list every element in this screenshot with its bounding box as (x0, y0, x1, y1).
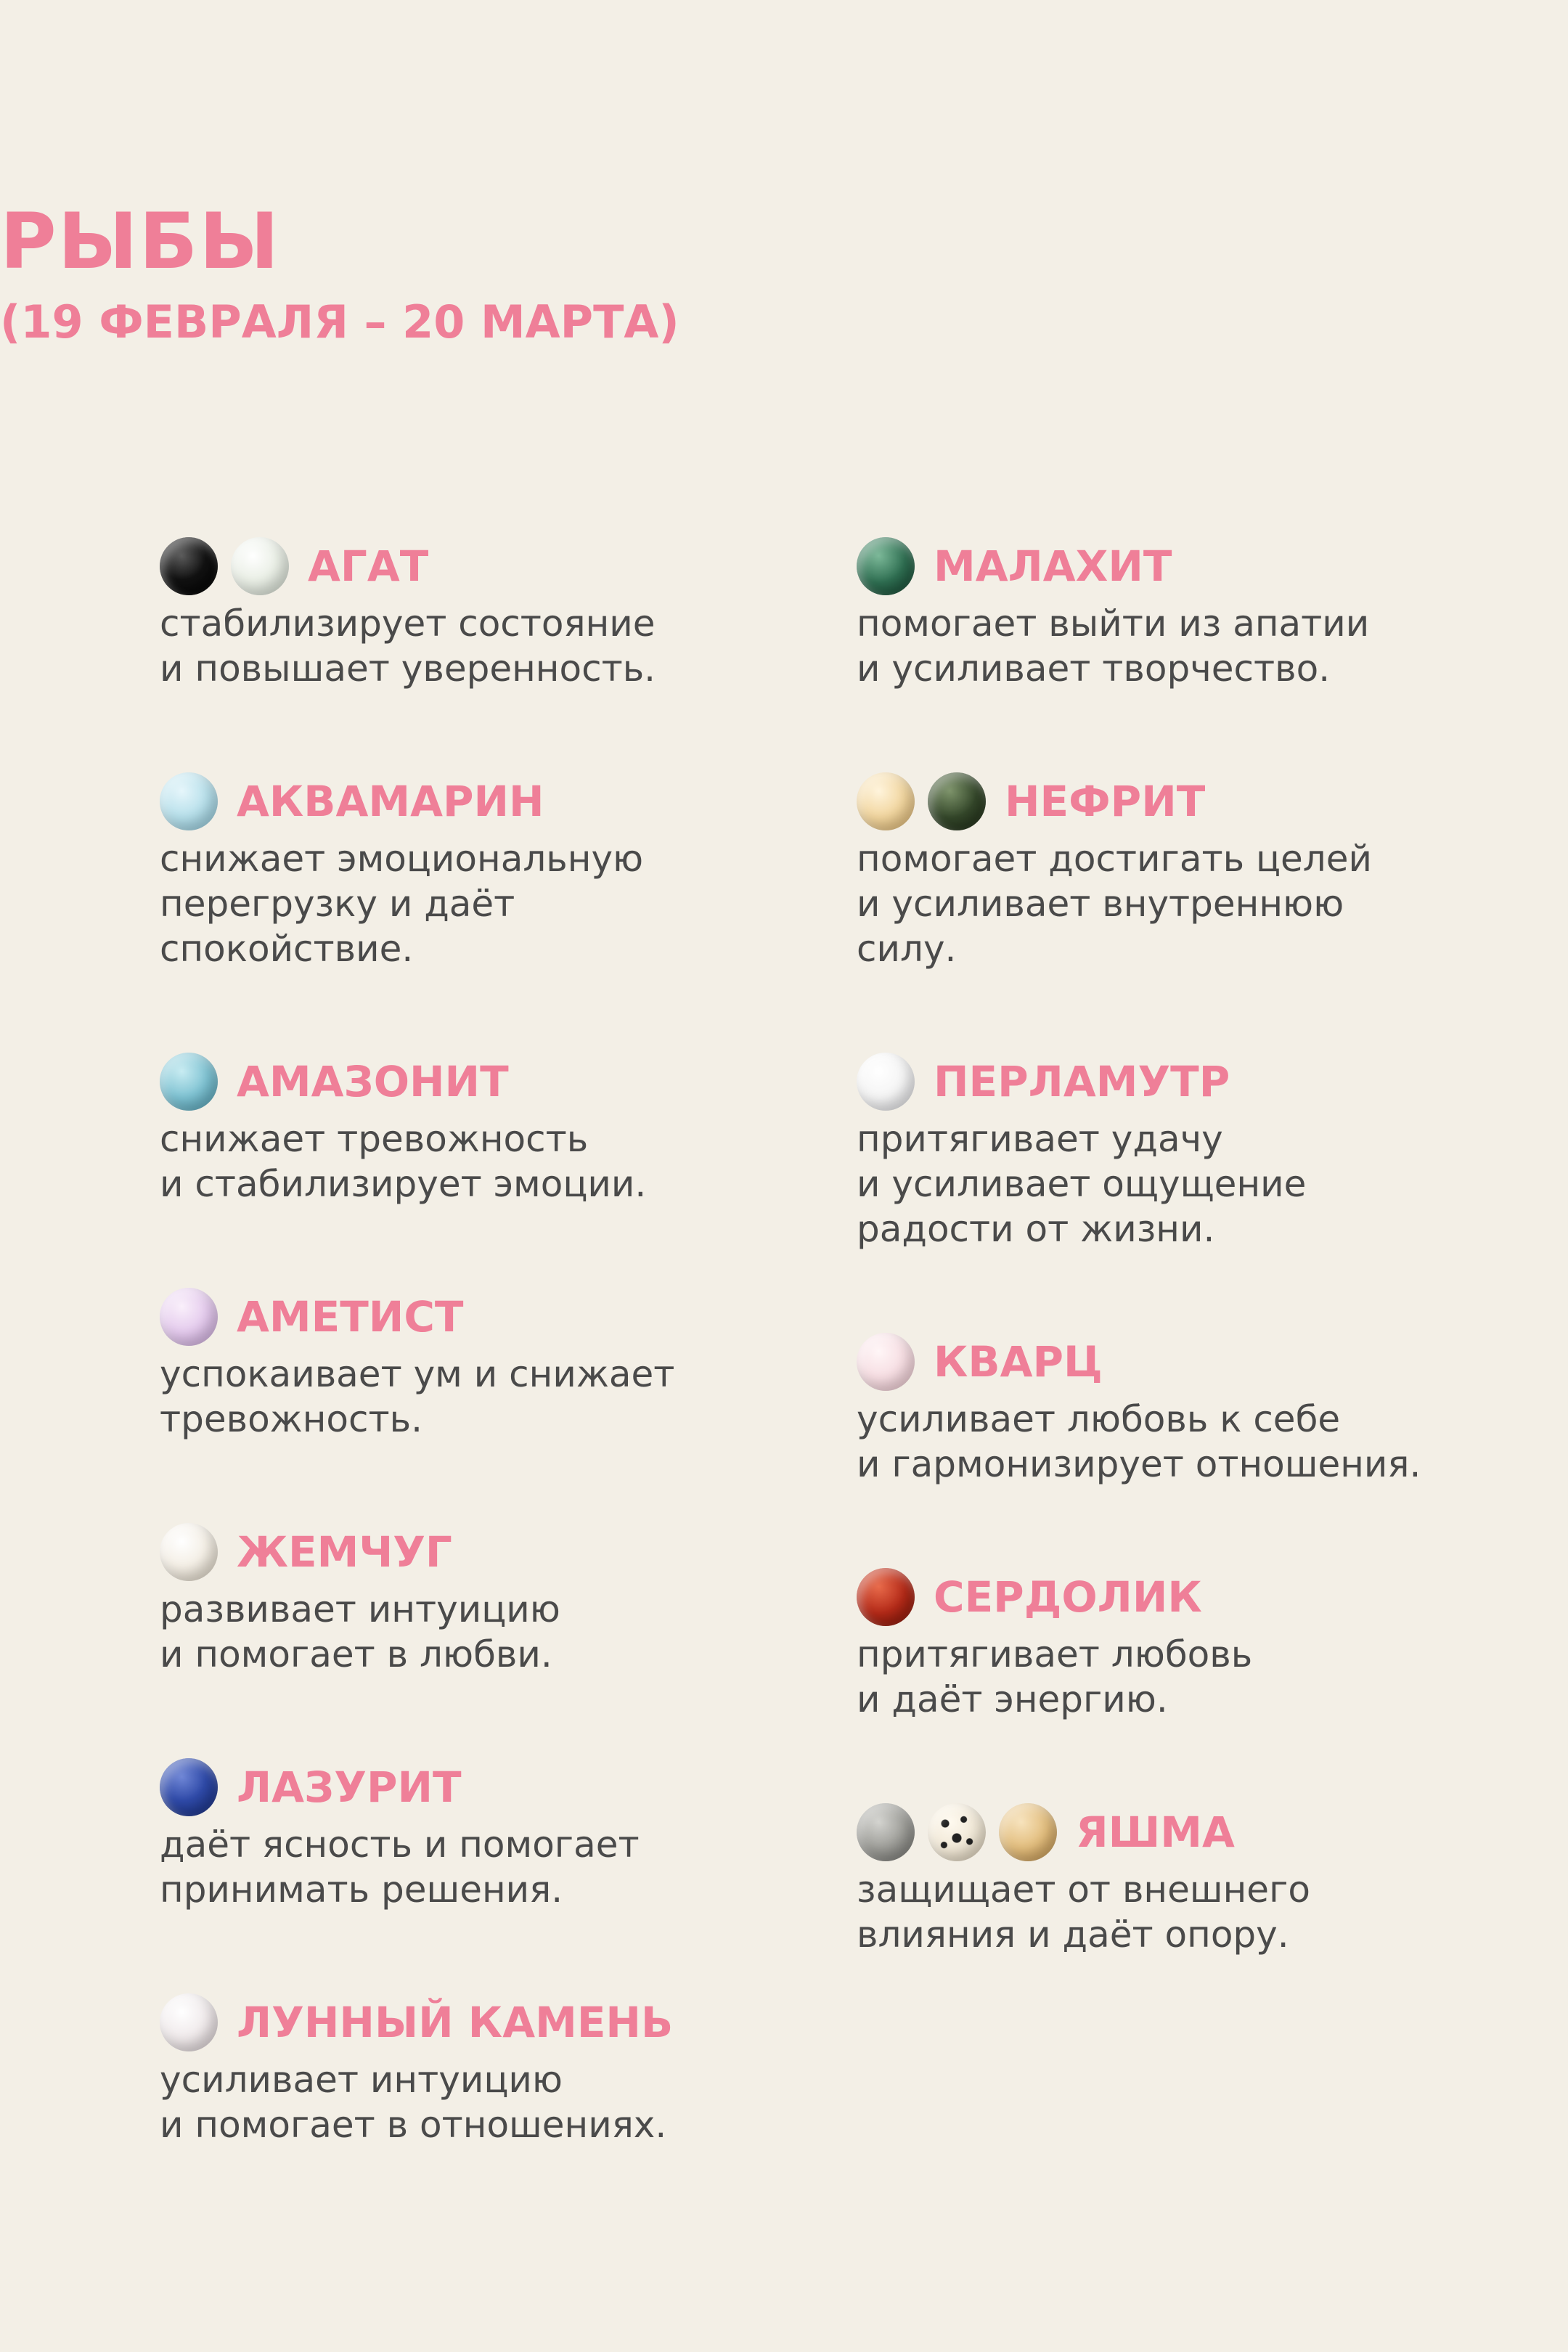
stone-description: притягивает любовь и даёт энергию. (857, 1633, 1253, 1720)
amazonite-icon (160, 1053, 218, 1111)
stone-item-jasper (857, 1802, 1495, 1957)
stone-description: усиливает интуицию и помогает в отношениях. (160, 2059, 667, 2146)
stone-item-quartz (857, 1331, 1495, 1487)
stone-name: ЯШМА (1076, 1808, 1235, 1857)
stone-item-pearl (160, 1522, 799, 1677)
moonstone-icon (160, 1993, 218, 2051)
jasper-grey-icon (857, 1803, 915, 1861)
stone-name: КВАРЦ (934, 1337, 1103, 1387)
jade-light-icon (857, 772, 915, 830)
stone-name: ПЕРЛАМУТР (934, 1057, 1230, 1106)
pearl-icon (160, 1523, 218, 1581)
stone-description: стабилизирует состояние и повышает уверенность. (160, 603, 656, 690)
stone-name: ЖЕМЧУГ (237, 1527, 452, 1577)
lapis-icon (160, 1758, 218, 1816)
stone-description: развивает интуицию и помогает в любви. (160, 1588, 560, 1675)
stone-item-malachite (857, 536, 1495, 691)
date-range: (19 ФЕВРАЛЯ – 20 МАРТА) (0, 295, 679, 348)
mother-of-pearl-icon (857, 1053, 915, 1111)
stone-item-amethyst (160, 1286, 799, 1442)
jasper-dalmatian-icon (928, 1803, 986, 1861)
black-agate-icon (160, 537, 218, 595)
amethyst-icon (160, 1288, 218, 1346)
stone-description: притягивает удачу и усиливает ощущение радости от жизни. (857, 1118, 1307, 1250)
page-title: РЫБЫ (0, 197, 281, 286)
carnelian-icon (857, 1568, 915, 1626)
stone-description: даёт ясность и помогает принимать решения. (160, 1824, 640, 1911)
stone-name: ЛУННЫЙ КАМЕНЬ (237, 1998, 674, 2047)
jasper-yellow-icon (999, 1803, 1057, 1861)
stone-description: усиливает любовь к себе и гармонизирует отношения. (857, 1398, 1421, 1485)
stone-description: помогает выйти из апатии и усиливает творчество. (857, 603, 1370, 690)
stone-name: АМАЗОНИТ (237, 1057, 509, 1106)
stone-description: снижает эмоциональную перегрузку и даёт спокойствие. (160, 838, 644, 970)
stone-description: помогает достигать целей и усиливает внутреннюю силу. (857, 838, 1372, 970)
stone-item-jade (857, 771, 1495, 971)
stone-item-carnelian (857, 1567, 1495, 1722)
stone-name: СЕРДОЛИК (934, 1572, 1202, 1622)
stone-name: АКВАМАРИН (237, 777, 544, 826)
stone-name: НЕФРИТ (1005, 777, 1206, 826)
rose-quartz-icon (857, 1333, 915, 1391)
stone-item-lapis (160, 1757, 799, 1912)
stone-name: АГАТ (308, 542, 429, 591)
stone-item-amazonite (160, 1051, 799, 1206)
stone-name: АМЕТИСТ (237, 1292, 464, 1342)
stone-name: ЛАЗУРИТ (237, 1763, 462, 1812)
stone-item-mother-of-pearl (857, 1051, 1495, 1251)
malachite-icon (857, 537, 915, 595)
aquamarine-icon (160, 772, 218, 830)
stone-name: МАЛАХИТ (934, 542, 1172, 591)
stone-item-moonstone (160, 1992, 799, 2147)
stone-item-aquamarine (160, 771, 799, 971)
jade-dark-icon (928, 772, 986, 830)
stone-description: защищает от внешнего влияния и даёт опору. (857, 1869, 1310, 1956)
stone-description: снижает тревожность и стабилизирует эмоции. (160, 1118, 647, 1205)
stone-description: успокаивает ум и снижает тревожность. (160, 1353, 675, 1440)
white-agate-icon (231, 537, 289, 595)
stone-item-agate (160, 536, 799, 691)
